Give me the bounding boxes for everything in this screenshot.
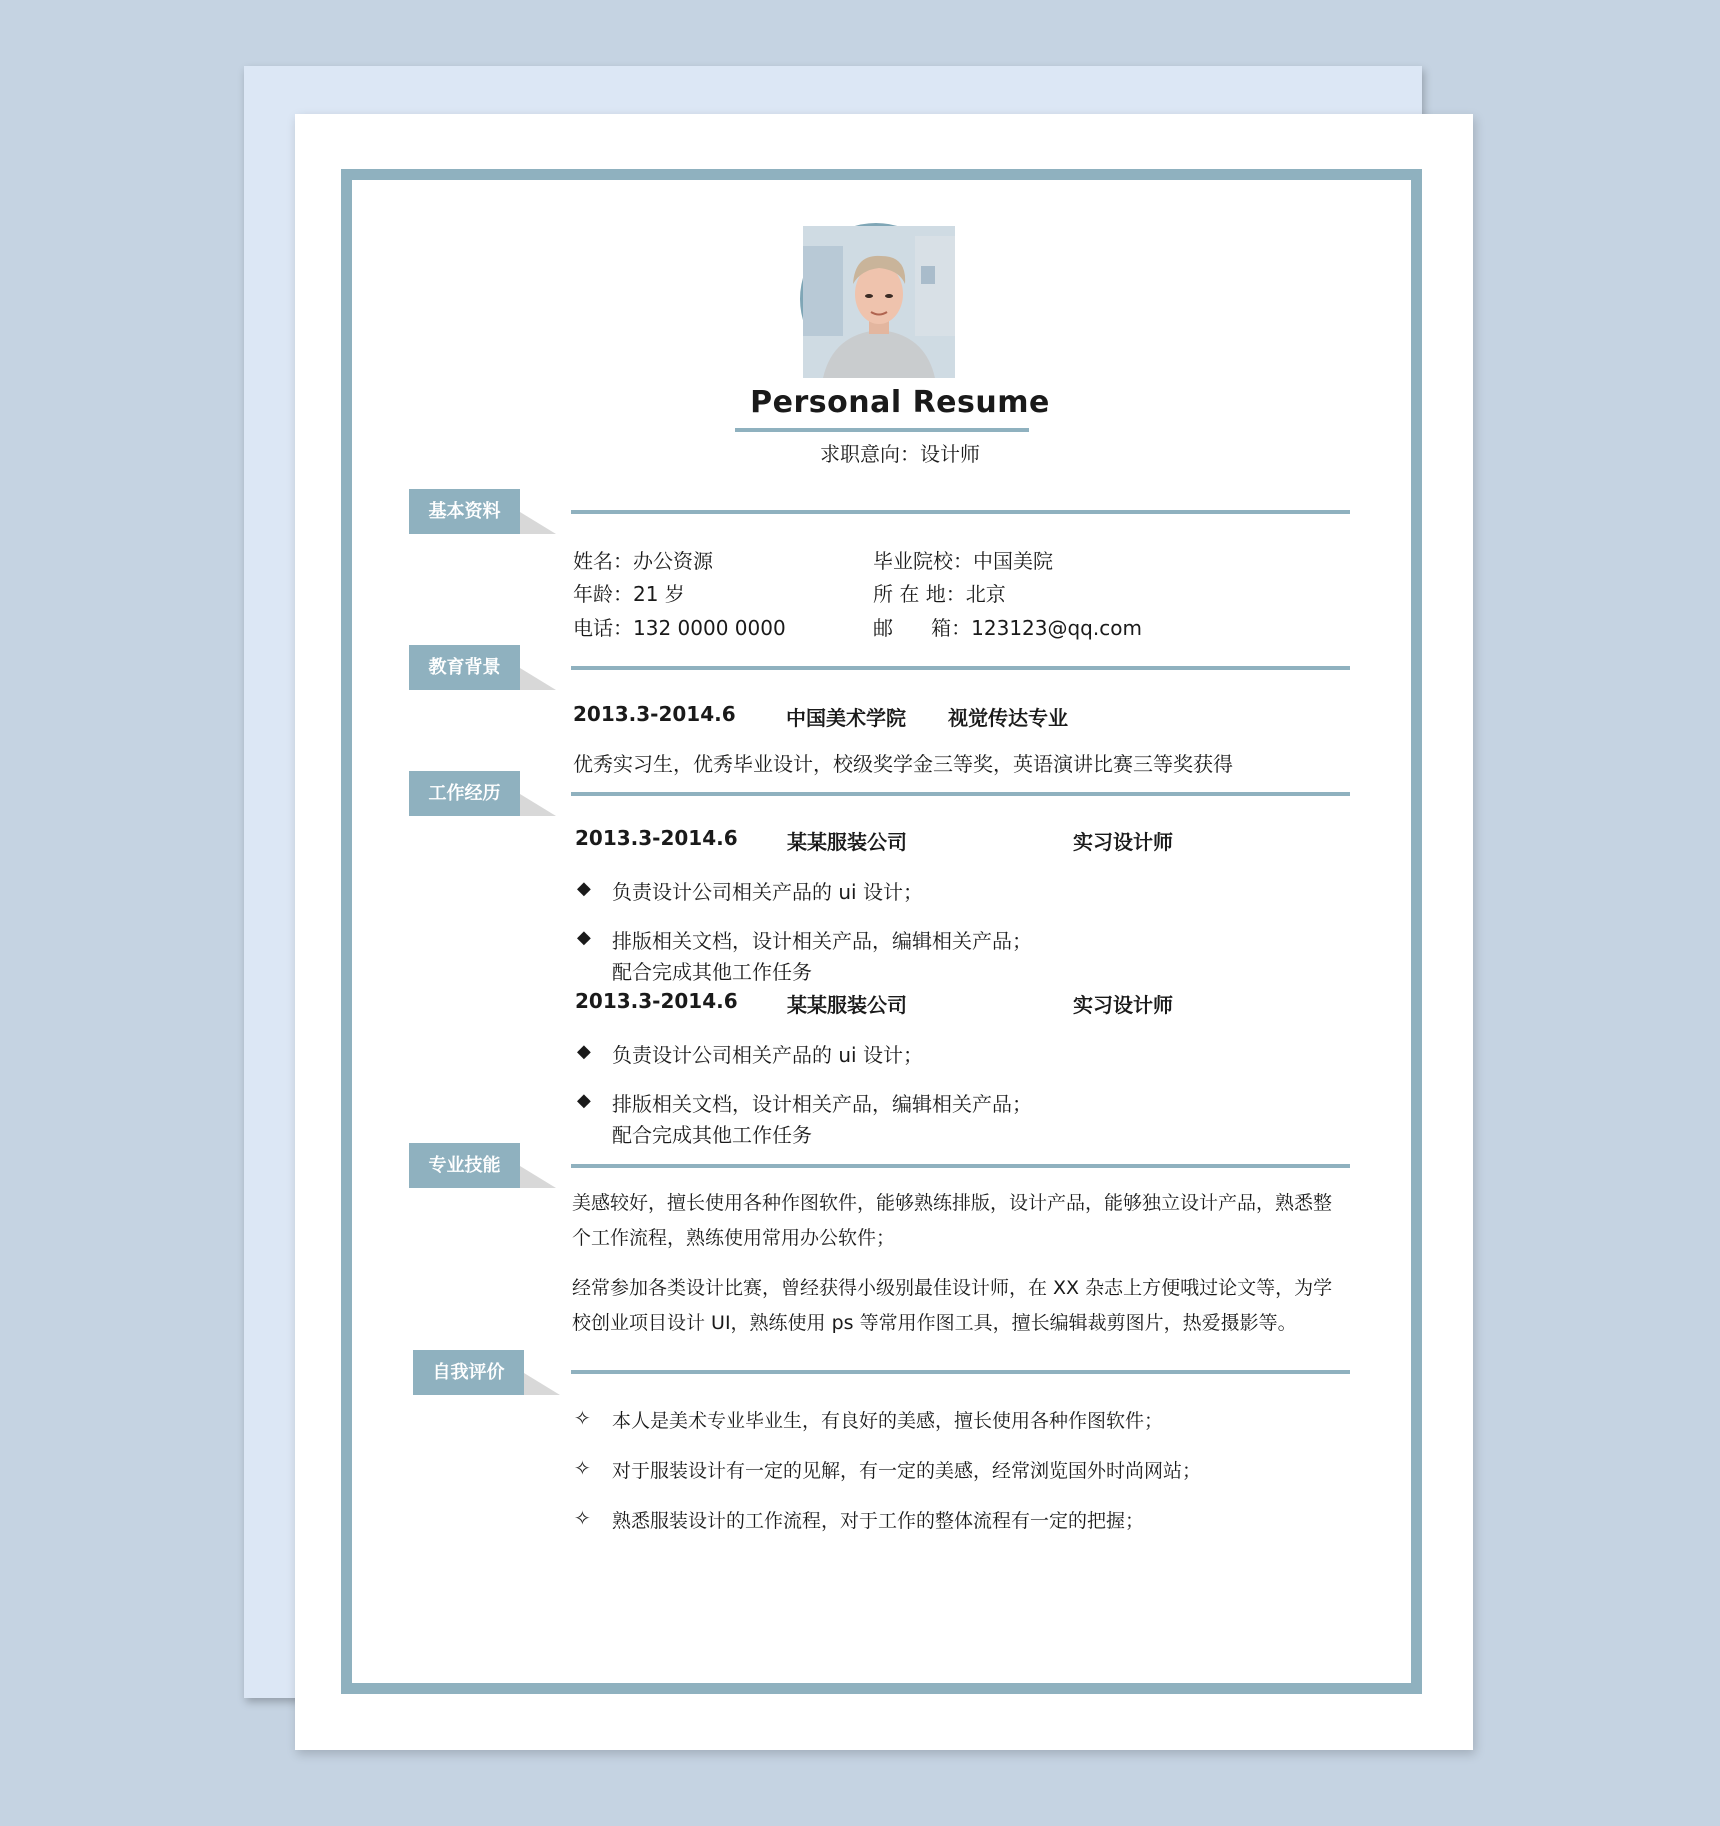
edu-date: 2013.3-2014.6 [573,702,736,726]
section-divider [571,666,1350,670]
work-item-clip [612,960,912,984]
self-eval-item: 本人是美术专业毕业生，有良好的美感，擅长使用各种作图软件； [612,1410,1164,1432]
work-item: 排版相关文档，设计相关产品，编辑相关产品； [612,1092,1032,1116]
section-tab-work: 工作经历 [409,771,520,816]
avatar-photo [803,226,955,378]
work-date: 2013.3-2014.6 [575,826,738,850]
skills-paragraph-1-line-2: 个工作流程，熟练使用常用办公软件； [572,1227,896,1249]
work-date: 2013.3-2014.6 [575,989,738,1013]
section-tab-education: 教育背景 [409,645,520,690]
info-location: 所 在 地：北京 [873,582,1006,606]
diamond-bullet-icon: ◆ [577,1090,591,1111]
section-divider [571,792,1350,796]
avatar [800,223,952,375]
section-tab-self-evaluation: 自我评价 [413,1350,524,1395]
section-tab-basic-info: 基本资料 [409,489,520,534]
self-eval-item: 熟悉服装设计的工作流程，对于工作的整体流程有一定的把握； [612,1510,1145,1532]
edu-desc-clip [573,748,1233,776]
diamond-bullet-icon: ◆ [577,1041,591,1062]
work-item: 配合完成其他工作任务 [612,960,812,984]
work-item: 排版相关文档，设计相关产品，编辑相关产品； [612,929,1032,953]
skills-paragraph-1-line-1: 美感较好，擅长使用各种作图软件，能够熟练排版，设计产品，能够独立设计产品，熟悉整 [572,1192,1333,1214]
work-role: 实习设计师 [1073,993,1173,1017]
skills-paragraph-2-line-1: 经常参加各类设计比赛，曾经获得小级别最佳设计师，在 XX 杂志上方便哦过论文等，为学 [572,1277,1333,1299]
work-role: 实习设计师 [1073,830,1173,854]
diamond-bullet-icon: ◆ [577,927,591,948]
title-underline [735,428,1029,432]
edu-major: 视觉传达专业 [948,706,1068,730]
self-eval-item: 对于服装设计有一定的见解，有一定的美感，经常浏览国外时尚网站； [612,1460,1202,1482]
work-item-clip [612,1123,912,1147]
work-item: 配合完成其他工作任务 [612,1123,812,1147]
info-school: 毕业院校：中国美院 [873,549,1053,573]
work-item: 负责设计公司相关产品的 ui 设计； [612,880,923,904]
star-bullet-icon: ✧ [574,1406,591,1430]
work-company: 某某服装公司 [787,830,907,854]
section-divider [571,510,1350,514]
section-tab-fold [520,1166,556,1188]
info-email: 邮 箱：123123@qq.com [873,616,1142,640]
work-company: 某某服装公司 [787,993,907,1017]
section-tab-skills: 专业技能 [409,1143,520,1188]
info-age: 年龄：21 岁 [573,582,685,606]
section-divider [571,1370,1350,1374]
info-name: 姓名：办公资源 [573,549,713,573]
page-title: Personal Resume [750,385,1050,420]
skills-paragraph-2-line-2: 校创业项目设计 UI，熟练使用 ps 等常用作图工具，擅长编辑裁剪图片，热爱摄影等。 [572,1312,1297,1334]
info-phone: 电话：132 0000 0000 [573,616,786,640]
section-tab-fold [524,1373,560,1395]
section-tab-fold [520,512,556,534]
diamond-bullet-icon: ◆ [577,878,591,899]
work-item: 负责设计公司相关产品的 ui 设计； [612,1043,923,1067]
edu-description: 优秀实习生，优秀毕业设计，校级奖学金三等奖，英语演讲比赛三等奖获得 [573,752,1233,776]
section-divider [571,1164,1350,1168]
section-tab-fold [520,668,556,690]
section-tab-fold [520,794,556,816]
star-bullet-icon: ✧ [574,1506,591,1530]
edu-school: 中国美术学院 [786,706,906,730]
job-objective: 求职意向：设计师 [820,442,980,466]
star-bullet-icon: ✧ [574,1456,591,1480]
